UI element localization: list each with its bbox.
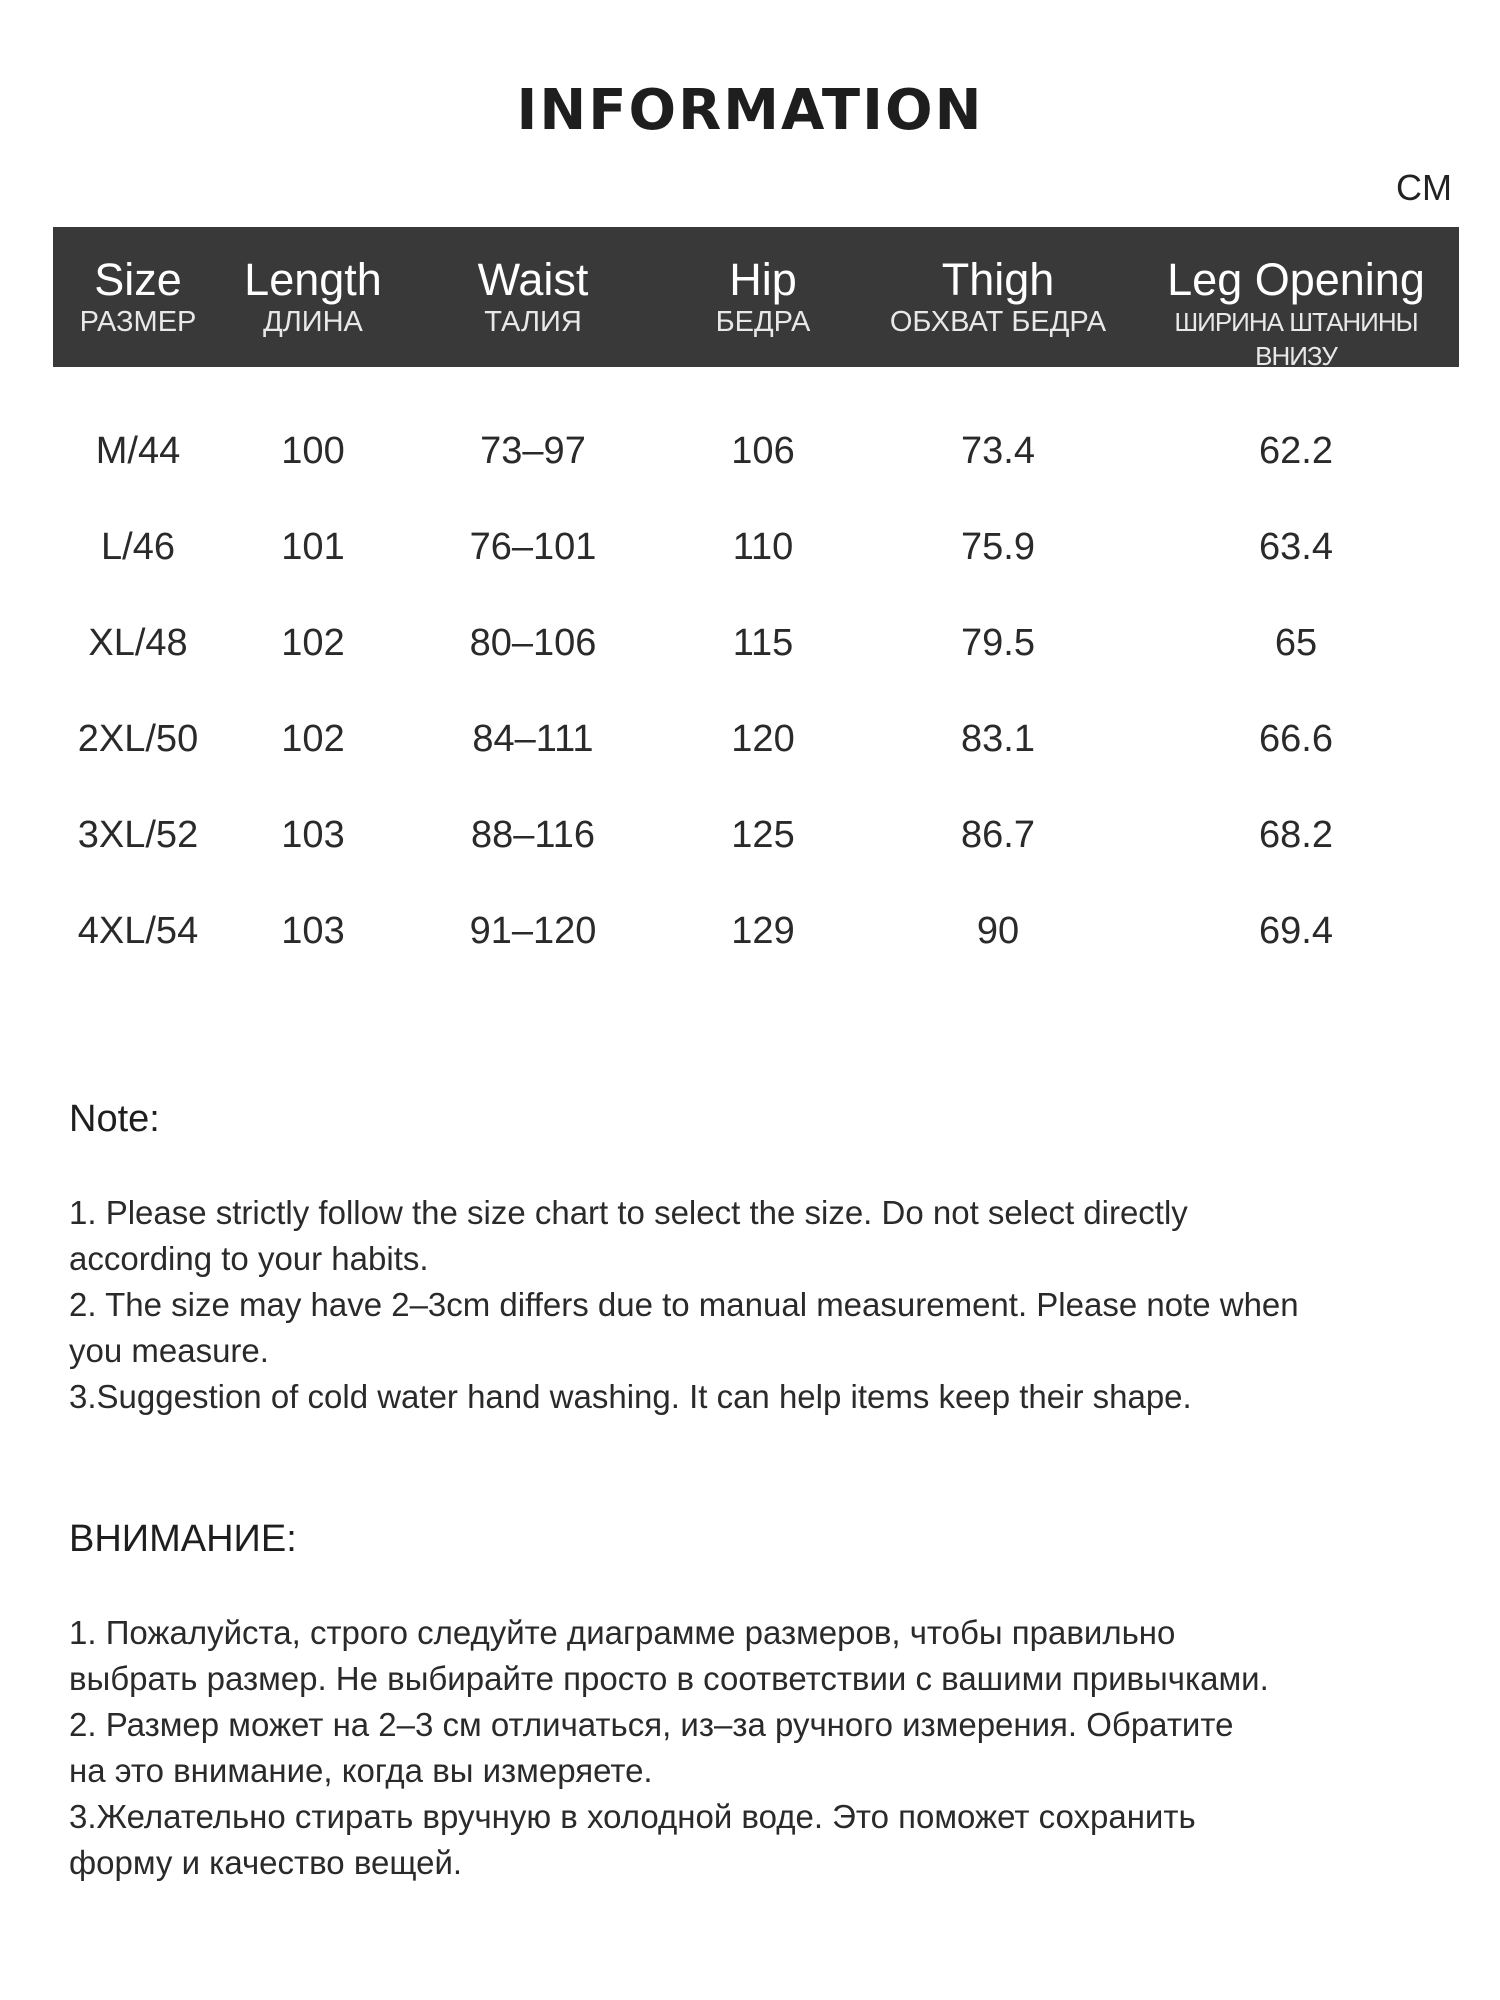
cell-length: 101 [281,526,345,568]
header-leg-opening [1133,227,1459,371]
cell-size: 2XL/50 [77,718,199,760]
cell-leg-opening: 69.4 [1259,910,1333,952]
table-row [53,499,1459,595]
header-size-en: Size [94,254,182,305]
page-title: INFORMATION [516,78,984,143]
header-waist-ru: ТАЛИЯ [484,306,582,338]
note-text [69,1190,1469,1420]
cell-thigh: 83.1 [961,718,1035,760]
cell-length: 102 [281,622,345,664]
header-length-en: Length [244,254,382,305]
note-line: 2. The size may have 2–3cm differs due to manual measurement. Please note when [69,1286,1299,1323]
cell-length: 100 [281,430,345,472]
cell-waist: 88–116 [471,814,595,856]
cell-size: 3XL/52 [77,814,199,856]
header-thigh-ru: ОБХВАТ БЕДРА [889,306,1107,338]
cell-leg-opening: 66.6 [1259,718,1333,760]
cell-waist: 80–106 [469,622,597,664]
cell-thigh: 79.5 [961,622,1035,664]
header-hip-en: Hip [729,254,797,305]
attention-line: 3.Желательно стирать вручную в холодной воде. Это поможет сохранить [69,1798,1196,1835]
header-size-ru: РАЗМЕР [79,306,197,338]
header-waist [418,227,648,367]
cell-thigh: 90 [976,910,1020,952]
header-size [53,227,223,367]
header-hip-ru: БЕДРА [715,306,811,338]
cell-length: 102 [281,718,345,760]
size-table-body [53,403,1459,979]
cell-hip: 125 [731,814,795,856]
unit-label: CM [1396,167,1452,208]
attention-line: форму и качество вещей. [69,1844,463,1881]
table-row [53,787,1459,883]
cell-thigh: 73.4 [961,430,1035,472]
header-length-ru: ДЛИНА [263,306,363,338]
header-thigh [863,227,1133,367]
cell-waist: 73–97 [480,430,586,472]
note-line: 1. Please strictly follow the size chart to select the size. Do not select directly [69,1194,1188,1231]
cell-leg-opening: 65 [1274,622,1318,664]
cell-thigh: 75.9 [961,526,1035,568]
cell-hip: 110 [732,526,794,568]
header-waist-en: Waist [477,254,589,305]
cell-size: M/44 [95,430,181,472]
attention-line: на это внимание, когда вы измеряете. [69,1752,653,1789]
cell-waist: 91–120 [469,910,597,952]
cell-length: 103 [281,814,345,856]
table-row [53,691,1459,787]
note-heading: Note: [69,1098,160,1140]
cell-size: 4XL/54 [77,910,199,952]
cell-hip: 115 [732,622,794,664]
attention-line: 2. Размер может на 2–3 см отличаться, из–за ручного измерения. Обратите [69,1706,1234,1743]
header-length [223,227,403,367]
table-row [53,595,1459,691]
cell-leg-opening: 62.2 [1259,430,1333,472]
note-line: according to your habits. [69,1240,429,1277]
cell-length: 103 [281,910,345,952]
cell-waist: 76–101 [469,526,597,568]
table-row [53,403,1459,499]
cell-leg-opening: 68.2 [1259,814,1333,856]
note-line: 3.Suggestion of cold water hand washing. It can help items keep their shape. [69,1378,1192,1415]
cell-thigh: 86.7 [961,814,1035,856]
cell-hip: 120 [731,718,795,760]
header-leg-opening-en: Leg Opening [1167,254,1425,305]
header-thigh-en: Thigh [941,254,1055,305]
attention-line: выбрать размер. Не выбирайте просто в соответствии с вашими привычками. [69,1660,1269,1697]
cell-size: L/46 [101,526,175,568]
cell-waist: 84–111 [472,718,594,760]
cell-leg-opening: 63.4 [1259,526,1333,568]
header-leg-opening-ru: ШИРИНА ШТАНИНЫ ВНИЗУ [1174,307,1418,371]
header-hip [673,227,853,367]
attention-heading: ВНИМАНИЕ: [69,1518,297,1560]
attention-text [69,1610,1469,1886]
attention-line: 1. Пожалуйста, строго следуйте диаграмме размеров, чтобы правильно [69,1614,1176,1651]
cell-hip: 106 [731,430,795,472]
table-header [53,227,1459,371]
table-row [53,883,1459,979]
cell-size: XL/48 [88,622,188,664]
cell-hip: 129 [731,910,795,952]
note-line: you measure. [69,1332,269,1369]
